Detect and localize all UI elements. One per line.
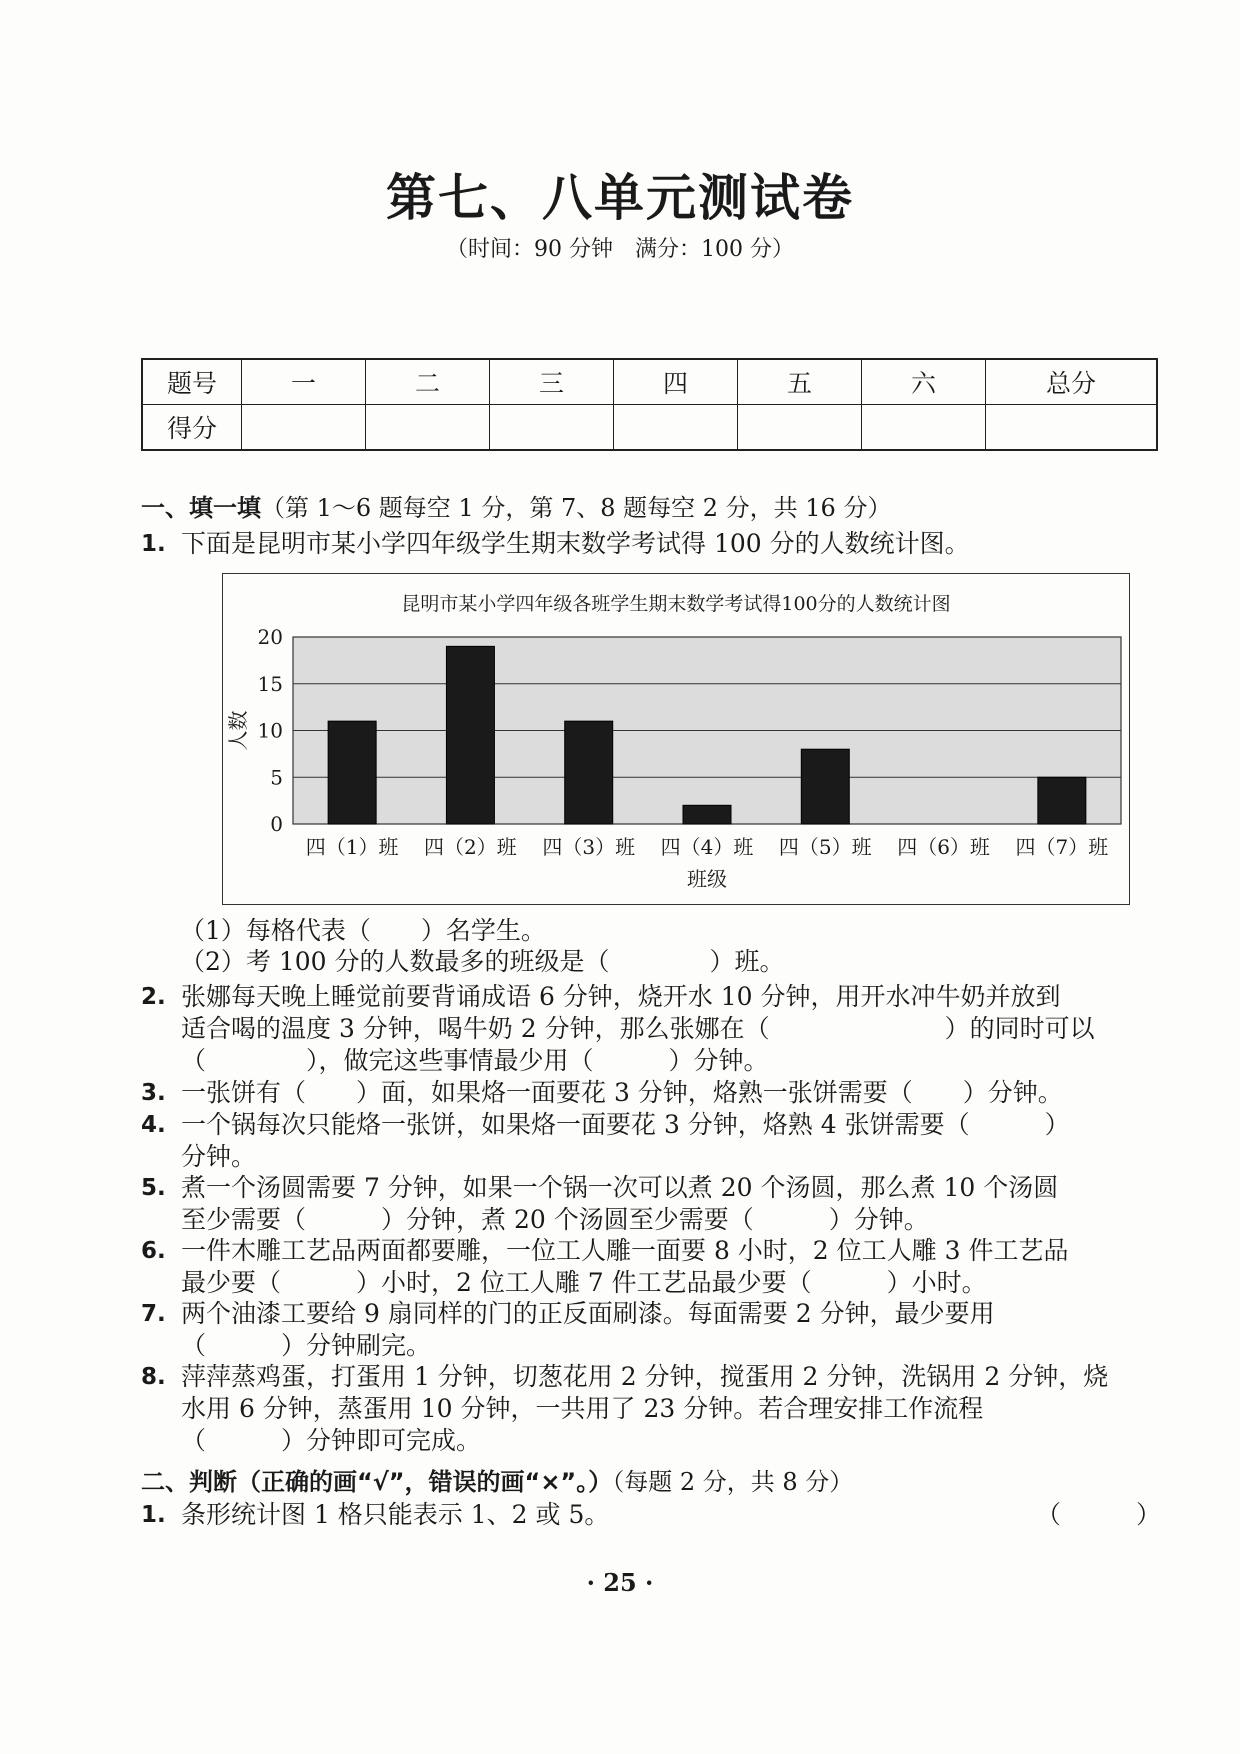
question-line: 一件木雕工艺品两面都要雕，一位工人雕一面要 8 小时，2 位工人雕 3 件工艺品 <box>181 1236 1069 1265</box>
section-1-note: （第 1～6 题每空 1 分，第 7、8 题每空 2 分，共 16 分） <box>261 494 892 522</box>
bar-2 <box>446 646 494 824</box>
question-5 <box>141 1172 1161 1236</box>
score-table-cell: 三 <box>490 359 614 405</box>
question-number: 6. <box>141 1238 166 1264</box>
bar-chart-svg <box>223 574 1129 904</box>
score-input-cell[interactable] <box>366 405 490 451</box>
score-table-cell: 一 <box>242 359 366 405</box>
question-1-sub-2: （2）考 100 分的人数最多的班级是（ ）班。 <box>180 947 785 976</box>
question-line: （ ）分钟即可完成。 <box>181 1426 482 1455</box>
page-title: 第七、八单元测试卷 <box>386 169 854 227</box>
x-tick-label: 四（4）班 <box>660 835 754 859</box>
bar-7 <box>1038 777 1086 824</box>
section-1-heading <box>141 488 891 523</box>
score-input-cell[interactable] <box>862 405 986 451</box>
bar-4 <box>683 805 731 824</box>
bar-5 <box>801 749 849 824</box>
question-line: 两个油漆工要给 9 扇同样的门的正反面刷漆。每面需要 2 分钟，最少要用 <box>181 1299 995 1328</box>
score-table-cell: 六 <box>862 359 986 405</box>
score-input-cell[interactable] <box>490 405 614 451</box>
question-number: 1. <box>141 531 166 557</box>
page-subtitle: （时间：90 分钟 满分：100 分） <box>446 237 794 262</box>
section-1-title: 一、填一填 <box>141 494 261 522</box>
score-table-header-row <box>142 359 1157 405</box>
question-line: 水用 6 分钟，蒸蛋用 10 分钟，一共用了 23 分钟。若合理安排工作流程 <box>181 1394 984 1423</box>
question-number: 5. <box>141 1175 166 1201</box>
y-tick-label: 20 <box>257 625 283 649</box>
y-tick-label: 10 <box>257 718 283 743</box>
score-table-cell: 得分 <box>142 405 242 451</box>
y-tick-label: 15 <box>257 671 283 696</box>
question-number: 7. <box>141 1301 166 1327</box>
question-line: 分钟。 <box>181 1142 257 1171</box>
x-axis-label: 班级 <box>687 867 727 891</box>
judge-question-1 <box>141 1499 1161 1531</box>
question-line: （ ），做完这些事情最少用（ ）分钟。 <box>181 1046 769 1075</box>
section-2-heading <box>141 1462 853 1497</box>
section-2-note: （每题 2 分，共 8 分） <box>612 1468 854 1496</box>
chart-title: 昆明市某小学四年级各班学生期末数学考试得100分的人数统计图 <box>401 593 951 615</box>
question-8 <box>141 1361 1161 1457</box>
y-axis-label: 人数 <box>226 710 250 751</box>
question-number: 8. <box>141 1364 166 1390</box>
x-tick-label: 四（5）班 <box>778 835 872 859</box>
question-number: 4. <box>141 1112 166 1138</box>
question-4 <box>141 1109 1161 1173</box>
question-line: 张娜每天晚上睡觉前要背诵成语 6 分钟，烧开水 10 分钟，用开水冲牛奶并放到 <box>181 982 1061 1011</box>
question-1 <box>141 528 1161 560</box>
score-table-cell: 题号 <box>142 359 242 405</box>
score-input-cell[interactable] <box>738 405 862 451</box>
score-table-score-row <box>142 405 1157 451</box>
question-number: 1. <box>141 1502 166 1528</box>
score-table-cell: 总分 <box>986 359 1158 405</box>
x-tick-label: 四（2）班 <box>424 835 517 859</box>
question-text: 下面是昆明市某小学四年级学生期末数学考试得 100 分的人数统计图。 <box>181 529 970 558</box>
question-line: 萍萍蒸鸡蛋，打蛋用 1 分钟，切葱花用 2 分钟，搅蛋用 2 分钟，洗锅用 2 分钟，烧 <box>181 1362 1109 1391</box>
page-number: · 25 · <box>586 1568 654 1597</box>
question-6 <box>141 1235 1161 1299</box>
bar-chart <box>222 573 1130 905</box>
question-text: 条形统计图 1 格只能表示 1、2 或 5。 <box>181 1500 610 1529</box>
question-line: 至少需要（ ）分钟，煮 20 个汤圆至少需要（ ）分钟。 <box>181 1205 929 1234</box>
score-table-cell: 二 <box>366 359 490 405</box>
x-tick-label: 四（6）班 <box>897 835 990 859</box>
question-line: 煮一个汤圆需要 7 分钟，如果一个锅一次可以煮 20 个汤圆，那么煮 10 个汤圆 <box>181 1173 1059 1202</box>
y-tick-label: 5 <box>270 765 283 790</box>
question-1-sub-1: （1）每格代表（ ）名学生。 <box>180 916 546 945</box>
question-text: 一张饼有（ ）面，如果烙一面要花 3 分钟，烙熟一张饼需要（ ）分钟。 <box>181 1078 1063 1107</box>
question-line: 适合喝的温度 3 分钟，喝牛奶 2 分钟，那么张娜在（ ）的同时可以 <box>181 1014 1095 1043</box>
question-2 <box>141 981 1161 1077</box>
score-table-cell: 四 <box>614 359 738 405</box>
question-line: 最少要（ ）小时，2 位工人雕 7 件工艺品最少要（ ）小时。 <box>181 1268 987 1297</box>
question-number: 2. <box>141 984 166 1010</box>
bar-1 <box>328 721 376 824</box>
score-table <box>141 358 1158 451</box>
x-tick-label: 四（7）班 <box>1015 835 1109 859</box>
x-tick-label: 四（3）班 <box>542 835 636 859</box>
score-table-cell: 五 <box>738 359 862 405</box>
score-input-cell[interactable] <box>242 405 366 451</box>
question-3 <box>141 1077 1161 1109</box>
question-number: 3. <box>141 1080 166 1106</box>
bar-3 <box>565 721 613 824</box>
x-tick-label: 四（1）班 <box>305 835 399 859</box>
question-line: （ ）分钟刷完。 <box>181 1331 432 1360</box>
y-tick-label: 0 <box>270 812 283 836</box>
question-7 <box>141 1298 1161 1362</box>
answer-paren[interactable]: （ ） <box>1035 1500 1161 1529</box>
score-input-cell[interactable] <box>614 405 738 451</box>
score-input-cell[interactable] <box>986 405 1158 451</box>
question-line: 一个锅每次只能烙一张饼，如果烙一面要花 3 分钟，烙熟 4 张饼需要（ ） <box>181 1110 1070 1139</box>
section-2-title: 二、判断（正确的画“√”，错误的画“×”。） <box>141 1468 613 1496</box>
